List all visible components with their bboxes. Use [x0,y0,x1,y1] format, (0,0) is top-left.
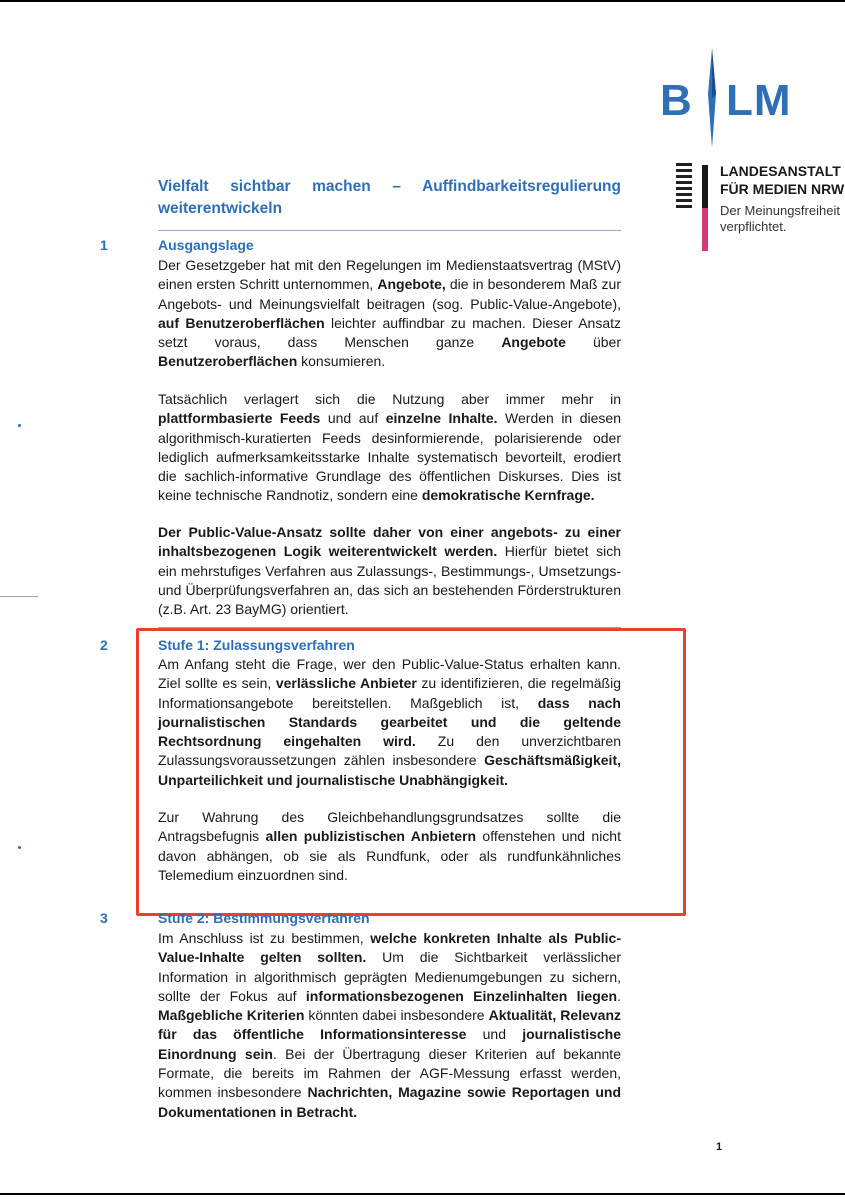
lfm-logo-tagline2: verpflichtet. [720,219,787,234]
text-run: offenstehen und nicht davon abhängen, ob sie als Rundfunk, oder als rundfunkähnliches Telemedium einzuordnen sind. [158,828,621,883]
lfm-nrw-logo [676,163,845,253]
text-run: Im Anschluss ist zu bestimmen, [158,930,371,946]
section-heading: Stufe 1: Zulassungsverfahren [158,637,355,653]
text-run: leichter auffindbar zu machen. Dieser Ansatz setzt voraus, dass Menschen ganze [158,314,621,351]
bold-text-run: Aktualität, Relevanz für das öffentliche Informationsinteresse [158,1007,621,1043]
text-run: Tatsächlich verlagert sich die Nutzung aber immer mehr in [158,391,621,407]
bold-text-run: Der Public-Value-Ansatz sollte daher von einer angebots- zu einer inhaltsbezogenen Logik weiterentwickelt werden. [158,524,621,560]
text-run: . [617,987,621,1004]
bold-text-run: Benutzeroberflächen [158,353,298,370]
bold-text-run: Angebote [501,334,566,351]
top-border [0,0,845,2]
bold-text-run: einzelne Inhalte. [385,410,498,427]
text-run: die in besonderem Maß zur Angebots- und Meinungsvielfalt beitragen (sog. Public-Value-Angebote), [158,276,621,312]
text-run: über [565,334,621,351]
section-number: 2 [100,637,108,653]
bold-text-run: Geschäftsmäßigkeit, Unparteilichkeit und journalistische Unabhängigkeit. [158,752,621,788]
bold-text-run: plattformbasierte Feeds [158,410,321,427]
section-number: 3 [100,910,108,926]
bold-text-run: journalistische Einordnung sein [158,1026,622,1062]
title-divider [158,230,621,231]
text-run: und [466,1026,523,1043]
lfm-logo-line2: FÜR MEDIEN NRW [720,181,845,197]
text-run: Hierfür bietet sich ein mehrstufiges Verfahren aus Zulassungs-, Bestimmungs-, Umsetzungs- und Überprüfungsverfahren an, das sich an bestehenden Förderstrukturen (z.B. Art. 23 BayMG) orientiert. [158,543,621,618]
bold-text-run: Angebote, [377,276,446,293]
bold-text-run: Maßgebliche Kriterien [158,1007,305,1024]
paragraph [158,256,621,372]
bottom-border [0,1193,845,1195]
blm-logo [660,48,800,148]
text-run: konsumieren. [297,353,386,370]
bold-text-run: dass nach journalistischen Standards gearbeitet und die geltende Rechtsordnung eingehalten wird. [158,694,621,750]
text-run: Zu den unverzichtbaren Zulassungsvoraussetzungen zählen insbesondere [158,733,622,769]
blm-logo-letter-b: B [660,76,693,125]
page-number: 1 [716,1141,723,1153]
blm-logo-letters-lm: LM [726,76,792,125]
highlight-annotation-box [136,628,686,916]
text-run: könnten dabei insbesondere [304,1007,489,1024]
document-title: Vielfalt sichtbar machen – Auffindbarkeitsregulierung weiterentwickeln [158,178,621,217]
stripes-icon [676,163,692,215]
bold-text-run: demokratische Kernfrage. [421,487,595,504]
margin-rule [0,596,38,597]
bold-text-run: informationsbezogenen Einzelinhalten liegen [305,987,618,1004]
logo-color-bar [702,165,708,251]
text-run: Um die Sichtbarkeit verlässlicher Information in algorithmisch geprägten Medienumgebungen zu sichern, sollte der Fokus auf [158,949,621,1004]
paragraph [158,390,621,506]
margin-mark [18,846,21,849]
section-heading: Ausgangslage [158,237,254,253]
bold-text-run: verlässliche Anbieter [275,675,417,692]
paragraph [158,929,621,1122]
text-run: Der Gesetzgeber hat mit den Regelungen im Medienstaatsvertrag (MStV) einen ersten Schritt unternommen, [158,257,621,293]
text-run: Am Anfang steht die Frage, wer den Public-Value-Status erhalten kann. Ziel sollte es sein, [158,656,621,692]
lfm-logo-tagline1: Der Meinungsfreiheit [720,203,840,218]
section-heading: Stufe 2: Bestimmungsverfahren [158,910,370,926]
bold-text-run: allen publizistischen Anbietern [265,828,477,845]
section-number: 1 [100,237,108,253]
paragraph [158,523,621,619]
bold-text-run: auf Benutzeroberflächen [158,314,325,331]
bold-text-run: welche konkreten Inhalte als Public-Value-Inhalte gelten sollten. [158,930,621,966]
margin-mark [18,424,21,427]
text-run: zu identifizieren, die regelmäßig Informationsangebote bereitstellen. Maßgeblich ist, [158,675,622,711]
text-run: Werden in diesen algorithmisch-kuratierten Feeds desinformierende, polarisierende oder lediglich aufmerksamkeitsstarke Inhalte systematisch bevorteilt, erodiert die sachlich-informative Grundlage des öffentlichen Diskurses. Dies ist keine technische Randnotiz, sondern eine [158,410,621,504]
text-run: . Bei der Übertragung dieser Kriterien auf bekannte Formate, die bereits im Rahmen der AGF-Messung erfasst werden, kommen insbesondere [158,1045,621,1101]
lfm-logo-line1: LANDESANSTALT [720,163,841,179]
compass-needle-icon [704,48,720,148]
text-run: und auf [320,410,386,427]
text-run: Zur Wahrung des Gleichbehandlungsgrundsatzes sollte die Antragsbefugnis [158,809,621,845]
bold-text-run: Nachrichten, Magazine sowie Reportagen und Dokumentationen in Betracht. [158,1084,622,1120]
